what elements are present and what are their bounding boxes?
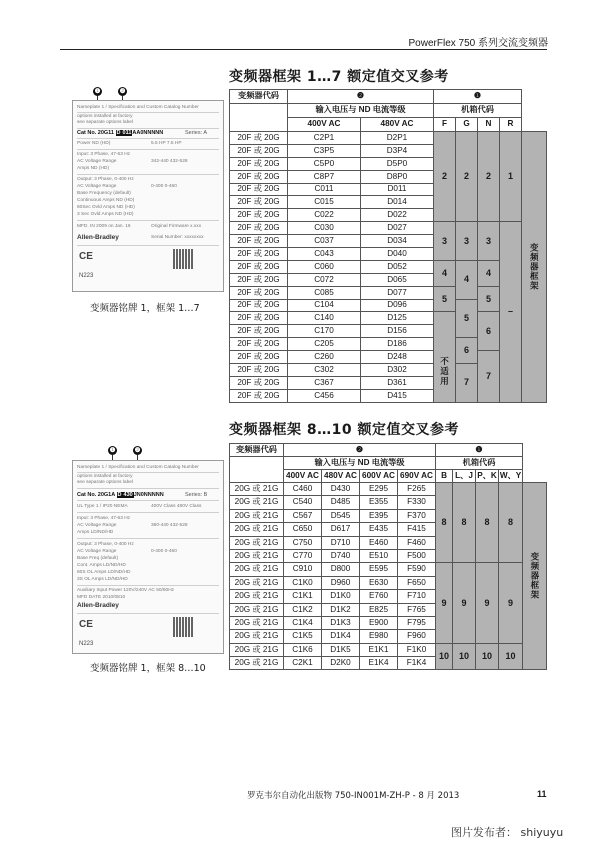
plate2-cat-rest: JN0NNNNN [133,492,164,498]
t2-row-600: E825 [360,603,398,616]
t2-row-480: D1K3 [322,616,360,629]
t1-frame-N-7: 7 [478,351,500,403]
t2-row-480: D740 [322,549,360,562]
t2-row-code: 20G 或 21G [230,509,284,522]
t1-frame-N-4: 4 [478,260,500,286]
t1-row-400: C072 [288,273,361,286]
t1-row-480: D022 [361,209,434,222]
t1-row-400: C022 [288,209,361,222]
t1-row-480: D065 [361,273,434,286]
t2-row-480: D1K2 [322,603,360,616]
t1-row-400: C015 [288,196,361,209]
frame-1-7-rating-table [229,89,547,403]
plate1-brand: Allen-Bradley [77,234,119,241]
t2-row-600: E435 [360,523,398,536]
t1-frame-F-2: 2 [434,132,456,222]
t1-row-480: D034 [361,235,434,248]
plate1-barcode [173,249,193,269]
t2-row-400: C910 [284,563,322,576]
plate2-cat-no: Cat No. 20G1A [77,492,116,498]
t2-row-690: F500 [398,549,436,562]
t2-row-690: F795 [398,616,436,629]
t1-frame-F-not-applicable: 不适用 [434,312,456,402]
t1-col-code: 变频器代码 [230,90,288,104]
t2-row-400: C1K5 [284,630,322,643]
t1-row-400: C3P5 [288,144,361,157]
t2-row-400: C2K1 [284,657,322,670]
plate1-n223: N223 [79,273,94,279]
t2-col-code: 变频器代码 [230,444,284,457]
t2-row-690: F710 [398,590,436,603]
t1-row-code: 20F 或 20G [230,286,288,299]
t2-row-480: D2K0 [322,657,360,670]
t1-row-400: C260 [288,351,361,364]
plate2-cat-rating: 430 [123,492,133,498]
t1-row-400: C104 [288,299,361,312]
t2-v-480: 480V AC [322,470,360,483]
t2-row-code: 20G 或 21G [230,603,284,616]
t2-row-690: F415 [398,523,436,536]
nameplate-frame-1-7: Nameplate 1 / Specification and Custom Catalog Number options installed at factory see separate options label Cat No. 20G11 D 011AA0NNNNN Series: A Power ND (HD) 5.5 HP 7.5 HP Input: 3 Phase, 47-63 Hz AC Voltage Range 342-440 432-528 Amps ND (HD) Output: 3 Phase, 0-400 Hz AC Voltage Range 0-400 0-460 Base Frequency (default) Continuous Amps ND (HD) 60Sec Ovld Amps ND (HD) 3 Sec Ovld Amps ND (HD) MFD. IN 2009 on Jan. 16 Original Firmware x.xxx Allen-Bradley Serial Number: xxxxxxxx CE N223 [72,100,224,292]
t2-row-600: E1K1 [360,643,398,656]
t2-row-480: D1K4 [322,630,360,643]
t2-row-code: 20G 或 21G [230,576,284,589]
t2-row-600: E760 [360,590,398,603]
t2-frame-WY-10: 10 [499,643,523,670]
t1-row-400: C011 [288,183,361,196]
t2-row-690: F765 [398,603,436,616]
t2-row-code: 20G 或 21G [230,630,284,643]
t2-frame-LJ-8: 8 [453,483,476,563]
t2-row-400: C1K1 [284,590,322,603]
plate1-callout-2: ❷ [119,88,126,95]
t2-f-B: B [436,470,453,483]
t2-row-690: F370 [398,509,436,522]
t1-row-480: D415 [361,389,434,402]
t1-frame-N-2: 2 [478,132,500,222]
t2-row-code: 20G 或 21G [230,536,284,549]
t2-frame-B-9: 9 [436,563,453,643]
t1-row-400: C030 [288,222,361,235]
t2-row-code: 20G 或 21G [230,616,284,629]
t1-row-code: 20F 或 20G [230,209,288,222]
t2-row-480: D1K0 [322,590,360,603]
t2-row-600: E1K4 [360,657,398,670]
t1-frame-N-3: 3 [478,222,500,261]
t1-row-400: C085 [288,286,361,299]
t1-frame-F-3: 3 [434,222,456,261]
t1-row-400: C037 [288,235,361,248]
plate1-cat-frame: D [116,130,121,136]
t2-row-690: F960 [398,630,436,643]
t2-row-690: F1K4 [398,657,436,670]
t2-frame-B-10: 10 [436,643,453,670]
plate2-ce-mark: CE [79,619,93,630]
t2-row-400: C650 [284,523,322,536]
t1-frame-G-4: 4 [456,260,478,299]
t1-row-code: 20F 或 20G [230,389,288,402]
t2-frame-PK-8: 8 [476,483,499,563]
t1-row-400: C5P0 [288,157,361,170]
t1-row-400: C060 [288,260,361,273]
t1-row-code: 20F 或 20G [230,183,288,196]
t1-frame-G-2: 2 [456,132,478,222]
t1-row-480: D125 [361,312,434,325]
t2-row-690: F650 [398,576,436,589]
t2-row-code: 20G 或 21G [230,643,284,656]
t1-v-400: 400V AC [288,118,361,132]
t2-frame-WY-8: 8 [499,483,523,563]
nameplate-frame-8-10: Nameplate 1 / Specification and Custom Catalog Number options installed at factory see separate options label Cat No. 20G1A D 430JN0NNNNN Series: B UL Type 1 / IP20 NEMA 400V Class 480V Class Input: 3 Phase, 47-63 Hz AC Voltage Range 360-440 432-528 Amps LD/ND/HD Output: 3 Phase, 0-400 Hz AC Voltage Range 0-400 0-460 Base Freq (default) Cont. Amps LD/ND/HD 60S OL Amps LD/ND/HD 3S OL Amps LD/ND/HD Auxiliary Input Power 120V/240V AC 50/60Hz MFD DATE 2010/0810 Allen-Bradley CE N223 [72,460,224,654]
plate2-callout-1: ❶ [109,447,116,454]
t1-v-480: 480V AC [361,118,434,132]
t1-row-400: C043 [288,248,361,261]
publication-footer: 罗克韦尔自动化出版物 750-IN001M-ZH-P - 8 月 2013 [247,791,460,801]
t2-row-400: C1K4 [284,616,322,629]
section1-title: 变频器框架 1…7 额定值交叉参考 [229,69,449,85]
t1-frame-G-3: 3 [456,222,478,261]
plate2-series: Series: B [185,492,208,498]
plate2-brand: Allen-Bradley [77,602,119,609]
t1-row-480: D040 [361,248,434,261]
t2-frame-WY-9: 9 [499,563,523,643]
t2-f-LJ: L、J [453,470,476,483]
t1-row-400: C8P7 [288,170,361,183]
t2-row-480: D485 [322,496,360,509]
t1-row-480: D302 [361,364,434,377]
t1-row-code: 20F 或 20G [230,273,288,286]
t2-frame-B-8: 8 [436,483,453,563]
t1-f-F: F [434,118,456,132]
plate1-caption: 变频器铭牌 1，框架 1…7 [90,303,200,314]
t2-f-WY: W、Y [499,470,523,483]
t2-row-600: E595 [360,563,398,576]
t2-v-600: 600V AC [360,470,398,483]
t2-row-600: E355 [360,496,398,509]
t1-row-code: 20F 或 20G [230,325,288,338]
t2-row-400: C750 [284,536,322,549]
t2-row-690: F330 [398,496,436,509]
plate2-n223: N223 [79,641,94,647]
t2-voltage-group: 输入电压与 ND 电流等级 [284,457,436,470]
t1-row-code: 20F 或 20G [230,170,288,183]
t2-row-400: C1K6 [284,643,322,656]
t1-row-400: C170 [288,325,361,338]
t1-frame-F-4: 4 [434,260,456,286]
t2-callout-1: ❶ [436,444,523,457]
t1-row-400: C302 [288,364,361,377]
t2-row-600: E900 [360,616,398,629]
t1-callout-1: ❶ [434,90,522,104]
t1-f-N: N [478,118,500,132]
t2-row-600: E630 [360,576,398,589]
t1-row-480: D014 [361,196,434,209]
t2-row-code: 20G 或 21G [230,549,284,562]
t1-frame-F-5: 5 [434,286,456,312]
t1-f-G: G [456,118,478,132]
t1-row-code: 20F 或 20G [230,144,288,157]
t1-row-480: D361 [361,376,434,389]
t1-row-code: 20F 或 20G [230,376,288,389]
t2-row-480: D430 [322,483,360,496]
t1-frame-R-dash: – [500,222,522,402]
t1-row-480: D5P0 [361,157,434,170]
page-number: 11 [537,789,547,799]
t2-row-480: D545 [322,509,360,522]
t1-row-480: D2P1 [361,132,434,145]
t1-voltage-group: 输入电压与 ND 电流等级 [288,104,434,118]
t1-row-400: C456 [288,389,361,402]
t1-frame-G-7: 7 [456,364,478,403]
t1-row-480: D052 [361,260,434,273]
t2-frame-PK-9: 9 [476,563,499,643]
t2-v-690: 690V AC [398,470,436,483]
t1-row-400: C205 [288,338,361,351]
plate2-callout-2: ❷ [134,447,141,454]
plate1-cat-no: Cat No. 20G11 [77,130,114,136]
header-rule [60,49,547,50]
t1-row-code: 20F 或 20G [230,157,288,170]
t2-row-600: E980 [360,630,398,643]
t1-row-code: 20F 或 20G [230,222,288,235]
t2-vertical-label: 变频器框架 [523,483,547,670]
t2-row-400: C540 [284,496,322,509]
t2-row-code: 20G 或 21G [230,590,284,603]
running-header: PowerFlex 750 系列交流变频器 [408,38,548,49]
t2-row-480: D960 [322,576,360,589]
t2-row-690: F590 [398,563,436,576]
plate1-series: Series: A [185,130,208,136]
plate2-cat-frame: D [117,492,122,498]
t2-row-690: F265 [398,483,436,496]
t2-row-480: D800 [322,563,360,576]
t1-frame-N-5: 5 [478,286,500,312]
t1-frame-R-1: 1 [500,132,522,222]
t1-row-480: D011 [361,183,434,196]
plate2-caption: 变频器铭牌 1，框架 8…10 [90,663,206,674]
t1-row-480: D8P0 [361,170,434,183]
t2-row-480: D1K5 [322,643,360,656]
t2-row-480: D710 [322,536,360,549]
t2-row-690: F460 [398,536,436,549]
frame-8-10-rating-table [229,443,547,670]
t2-frame-LJ-9: 9 [453,563,476,643]
t1-row-480: D077 [361,286,434,299]
t2-frame-group: 机箱代码 [436,457,523,470]
section2-title: 变频器框架 8…10 额定值交叉参考 [229,422,459,438]
plate2-barcode [173,617,193,637]
t2-row-600: E395 [360,509,398,522]
t1-row-480: D186 [361,338,434,351]
t1-frame-group: 机箱代码 [434,104,522,118]
t2-row-600: E510 [360,549,398,562]
t1-row-400: C2P1 [288,132,361,145]
t2-row-400: C567 [284,509,322,522]
t1-row-480: D027 [361,222,434,235]
t1-row-480: D3P4 [361,144,434,157]
t2-frame-PK-10: 10 [476,643,499,670]
t1-row-code: 20F 或 20G [230,364,288,377]
t1-frame-G-6: 6 [456,338,478,364]
t1-row-480: D248 [361,351,434,364]
t1-row-code: 20F 或 20G [230,351,288,364]
t2-row-400: C460 [284,483,322,496]
t1-frame-G-5: 5 [456,299,478,338]
t2-frame-LJ-10: 10 [453,643,476,670]
plate1-callout-1: ❶ [94,88,101,95]
t1-row-400: C367 [288,376,361,389]
t1-row-400: C140 [288,312,361,325]
t1-row-code: 20F 或 20G [230,132,288,145]
t2-row-480: D617 [322,523,360,536]
t1-row-code: 20F 或 20G [230,260,288,273]
t2-callout-2: ❷ [284,444,436,457]
t2-row-code: 20G 或 21G [230,496,284,509]
t2-row-code: 20G 或 21G [230,563,284,576]
t1-row-code: 20F 或 20G [230,312,288,325]
t1-callout-2: ❷ [288,90,434,104]
t1-row-480: D096 [361,299,434,312]
t2-row-400: C1K0 [284,576,322,589]
plate1-cat-rest: AA0NNNNN [132,130,164,136]
t2-row-600: E460 [360,536,398,549]
t1-row-code: 20F 或 20G [230,235,288,248]
t1-frame-N-6: 6 [478,312,500,351]
t2-row-400: C770 [284,549,322,562]
t2-row-600: E295 [360,483,398,496]
t1-row-code: 20F 或 20G [230,196,288,209]
t2-row-code: 20G 或 21G [230,657,284,670]
image-credit: 图片发布者： shiyuyu [451,826,564,839]
t2-f-PK: P、K [476,470,499,483]
t1-row-code: 20F 或 20G [230,338,288,351]
t2-row-690: F1K0 [398,643,436,656]
t2-row-400: C1K2 [284,603,322,616]
t2-row-code: 20G 或 21G [230,483,284,496]
t2-row-code: 20G 或 21G [230,523,284,536]
plate1-cat-rating: 011 [122,130,132,136]
t1-row-code: 20F 或 20G [230,248,288,261]
t1-f-R: R [500,118,522,132]
t1-vertical-label: 变频器框架 [522,132,547,403]
plate1-ce-mark: CE [79,251,93,262]
t1-row-480: D156 [361,325,434,338]
t2-v-400: 400V AC [284,470,322,483]
t1-row-code: 20F 或 20G [230,299,288,312]
